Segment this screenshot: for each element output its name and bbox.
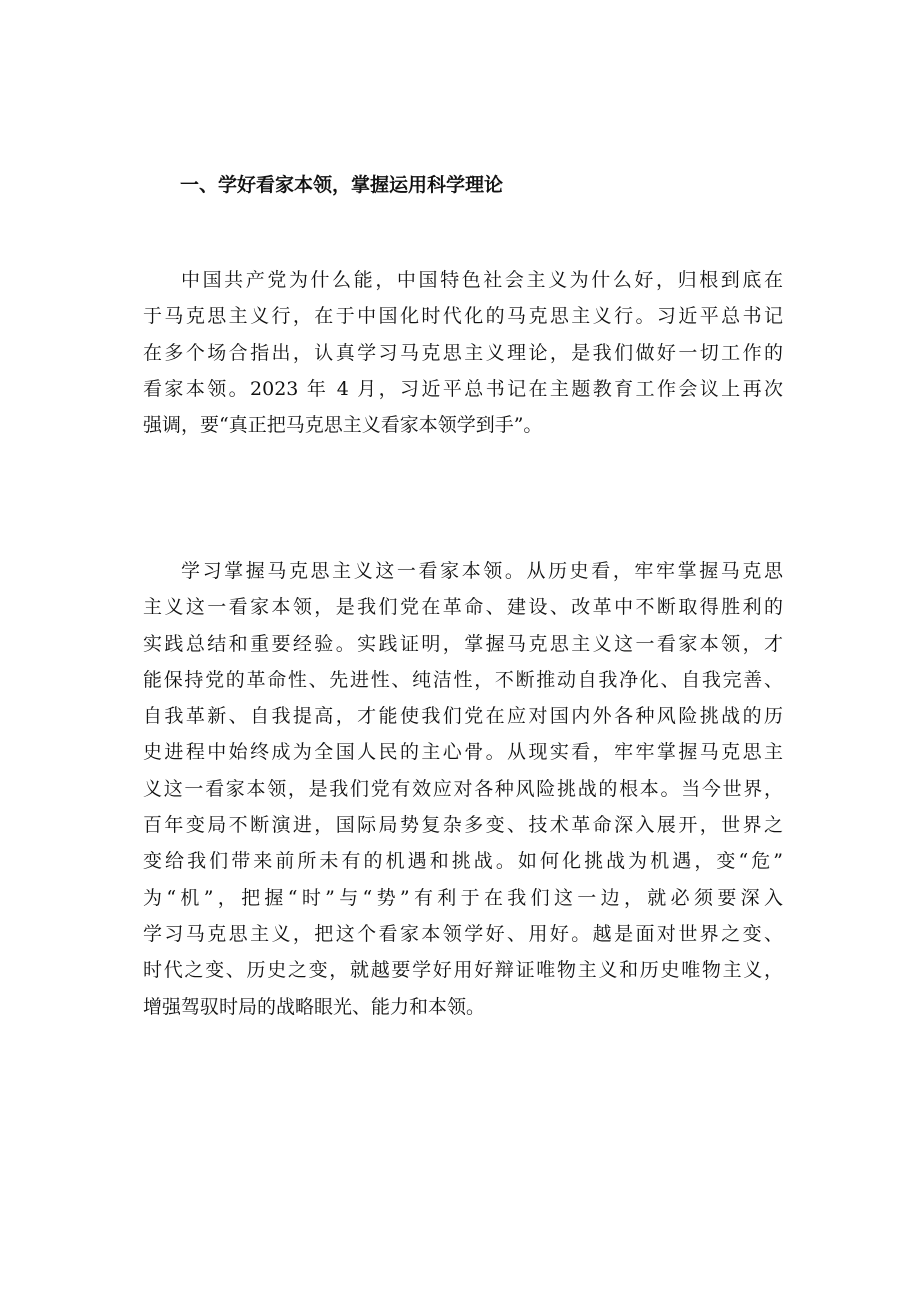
paragraph-line: 能保持党的革命性、先进性、纯洁性，不断推动自我净化、自我完善、 xyxy=(143,668,783,691)
paragraph-line: 自我革新、自我提高，才能使我们党在应对国内外各种风险挑战的历 xyxy=(143,705,783,728)
paragraph-line: 义这一看家本领，是我们党有效应对各种风险挑战的根本。当今世界， xyxy=(143,777,783,800)
paragraph-2 xyxy=(143,553,783,1025)
paragraph-line: 实践总结和重要经验。实践证明，掌握马克思主义这一看家本领，才 xyxy=(143,632,783,655)
paragraph-line: 时代之变、历史之变，就越要学好用好辩证唯物主义和历史唯物主义， xyxy=(143,959,783,982)
paragraph-line: 强调，要“真正把马克思主义看家本领学到手”。 xyxy=(143,414,543,437)
paragraph-line: 学习掌握马克思主义这一看家本领。从历史看，牢牢掌握马克思 xyxy=(181,560,783,582)
paragraph-line: 学习马克思主义，把这个看家本领学好、用好。越是面对世界之变、 xyxy=(143,922,783,945)
paragraph-1 xyxy=(143,262,783,443)
paragraph-line: 主义这一看家本领，是我们党在革命、建设、改革中不断取得胜利的 xyxy=(143,596,783,619)
paragraph-line: 为“机”，把握“时”与“势”有利于在我们这一边，就必须要深入 xyxy=(143,886,783,909)
paragraph-line: 中国共产党为什么能，中国特色社会主义为什么好，归根到底在 xyxy=(181,269,783,291)
paragraph-line: 看家本领。2023 年 4 月，习近平总书记在主题教育工作会议上再次 xyxy=(143,377,783,400)
paragraph-line: 百年变局不断演进，国际局势复杂多变、技术革命深入展开，世界之 xyxy=(143,814,783,837)
paragraph-line: 于马克思主义行，在于中国化时代化的马克思主义行。习近平总书记 xyxy=(143,305,783,328)
paragraph-line: 变给我们带来前所未有的机遇和挑战。如何化挑战为机遇，变“危” xyxy=(143,850,783,873)
section-heading: 一、学好看家本领，掌握运用科学理论 xyxy=(180,174,504,196)
paragraph-line: 史进程中始终成为全国人民的主心骨。从现实看，牢牢掌握马克思主 xyxy=(143,741,783,764)
paragraph-line: 增强驾驭时局的战略眼光、能力和本领。 xyxy=(143,995,486,1018)
paragraph-line: 在多个场合指出，认真学习马克思主义理论，是我们做好一切工作的 xyxy=(143,341,783,364)
